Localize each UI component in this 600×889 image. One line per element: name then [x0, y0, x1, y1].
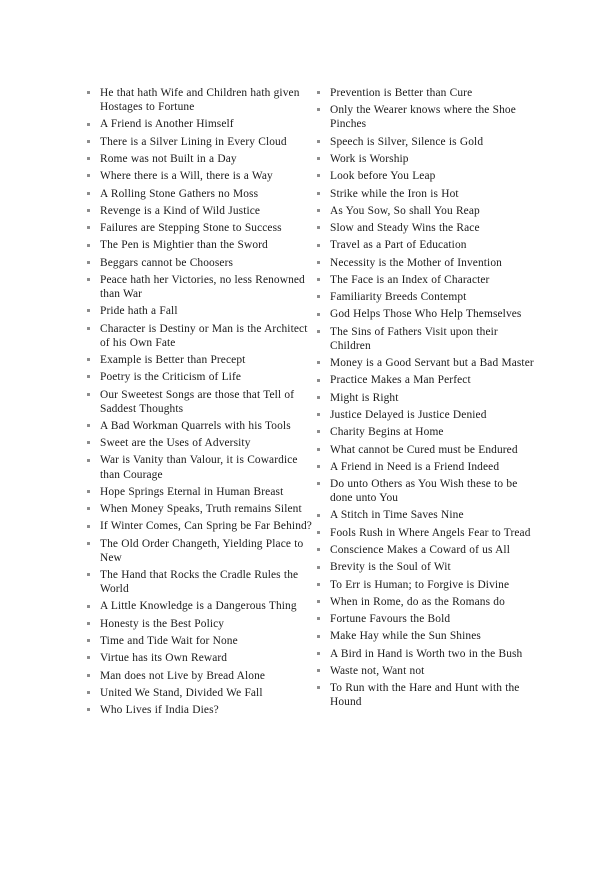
proverb-text: Slow and Steady Wins the Race	[330, 222, 480, 235]
proverb-text: To Run with the Hare and Hunt with the Hound	[330, 682, 520, 709]
proverb-text: God Helps Those Who Help Themselves	[330, 308, 522, 321]
list-item	[314, 290, 540, 304]
square-bullet-icon	[317, 174, 320, 177]
square-bullet-icon	[87, 424, 90, 427]
list-item	[314, 356, 540, 370]
list-item	[84, 86, 312, 114]
list-item	[84, 568, 312, 596]
proverb-text: Familiarity Breeds Contempt	[330, 291, 467, 304]
proverb-text: When Money Speaks, Truth remains Silent	[100, 503, 302, 516]
proverb-text: Who Lives if India Dies?	[100, 704, 219, 717]
proverb-text: United We Stand, Divided We Fall	[100, 686, 263, 699]
square-bullet-icon	[87, 639, 90, 642]
square-bullet-icon	[87, 244, 90, 247]
square-bullet-icon	[87, 123, 90, 126]
proverb-text: A Friend is Another Himself	[100, 118, 234, 131]
square-bullet-icon	[87, 91, 90, 94]
square-bullet-icon	[87, 209, 90, 212]
square-bullet-icon	[87, 441, 90, 444]
square-bullet-icon	[87, 174, 90, 177]
list-item	[314, 86, 540, 100]
square-bullet-icon	[317, 361, 320, 364]
proverb-text: Revenge is a Kind of Wild Justice	[100, 204, 261, 217]
list-item	[84, 135, 312, 149]
square-bullet-icon	[87, 542, 90, 545]
list-item	[314, 664, 540, 678]
proverb-text: Strike while the Iron is Hot	[330, 187, 459, 200]
list-item	[314, 543, 540, 557]
proverb-text: There is a Silver Lining in Every Cloud	[100, 135, 287, 148]
square-bullet-icon	[317, 396, 320, 399]
proverb-text: To Err is Human; to Forgive is Divine	[330, 578, 510, 591]
square-bullet-icon	[317, 669, 320, 672]
list-item	[84, 322, 312, 350]
proverb-text: The Hand that Rocks the Cradle Rules the World	[100, 569, 299, 596]
proverb-text: Travel as a Part of Education	[330, 239, 467, 252]
square-bullet-icon	[317, 295, 320, 298]
list-item	[314, 256, 540, 270]
square-bullet-icon	[317, 652, 320, 655]
list-item	[314, 526, 540, 540]
square-bullet-icon	[317, 91, 320, 94]
square-bullet-icon	[87, 278, 90, 281]
square-bullet-icon	[87, 573, 90, 576]
square-bullet-icon	[87, 691, 90, 694]
square-bullet-icon	[317, 330, 320, 333]
list-item	[314, 187, 540, 201]
square-bullet-icon	[87, 140, 90, 143]
proverb-text: War is Vanity than Valour, it is Cowardice than Courage	[100, 454, 298, 481]
proverb-text: Justice Delayed is Justice Denied	[330, 408, 487, 421]
proverb-text: Our Sweetest Songs are those that Tell of Saddest Thoughts	[100, 388, 295, 415]
list-item	[84, 152, 312, 166]
list-item	[314, 238, 540, 252]
square-bullet-icon	[317, 514, 320, 517]
proverb-text: Honesty is the Best Policy	[100, 617, 225, 630]
list-item	[84, 256, 312, 270]
proverb-text: Beggars cannot be Choosers	[100, 256, 234, 269]
proverb-text: The Face is an Index of Character	[330, 273, 490, 286]
list-item	[84, 187, 312, 201]
proverb-text: Money is a Good Servant but a Bad Master	[330, 357, 534, 370]
proverb-text: Peace hath her Victories, no less Renowned than War	[100, 273, 305, 300]
square-bullet-icon	[317, 617, 320, 620]
proverb-text: The Sins of Fathers Visit upon their Children	[330, 325, 498, 352]
square-bullet-icon	[87, 261, 90, 264]
proverb-text: Practice Makes a Man Perfect	[330, 374, 471, 387]
list-item	[84, 388, 312, 416]
list-item	[84, 651, 312, 665]
list-item	[314, 204, 540, 218]
proverb-text: If Winter Comes, Can Spring be Far Behind?	[100, 520, 312, 533]
square-bullet-icon	[87, 490, 90, 493]
square-bullet-icon	[87, 525, 90, 528]
proverb-text: Brevity is the Soul of Wit	[330, 561, 451, 574]
square-bullet-icon	[317, 192, 320, 195]
proverb-text: A Rolling Stone Gathers no Moss	[100, 187, 259, 200]
list-item	[84, 370, 312, 384]
proverb-text: Time and Tide Wait for None	[100, 634, 238, 647]
square-bullet-icon	[317, 566, 320, 569]
square-bullet-icon	[87, 157, 90, 160]
proverb-text: Fortune Favours the Bold	[330, 613, 451, 626]
list-item	[314, 221, 540, 235]
proverb-text: A Stitch in Time Saves Nine	[330, 509, 464, 522]
square-bullet-icon	[87, 393, 90, 396]
square-bullet-icon	[317, 108, 320, 111]
square-bullet-icon	[317, 278, 320, 281]
list-item	[314, 425, 540, 439]
square-bullet-icon	[317, 413, 320, 416]
square-bullet-icon	[87, 459, 90, 462]
list-item	[84, 519, 312, 533]
list-item	[84, 238, 312, 252]
square-bullet-icon	[317, 635, 320, 638]
list-item	[314, 477, 540, 505]
proverb-text: Sweet are the Uses of Adversity	[100, 437, 251, 450]
list-item	[84, 117, 312, 131]
list-item	[84, 419, 312, 433]
square-bullet-icon	[87, 708, 90, 711]
square-bullet-icon	[87, 192, 90, 195]
proverb-text: Do unto Others as You Wish these to be done unto You	[330, 478, 518, 505]
list-item	[84, 453, 312, 481]
left-column	[84, 86, 312, 720]
list-item	[314, 273, 540, 287]
proverb-text: Failures are Stepping Stone to Success	[100, 222, 282, 235]
proverb-text: Might is Right	[330, 391, 399, 404]
square-bullet-icon	[317, 157, 320, 160]
square-bullet-icon	[317, 244, 320, 247]
list-item	[84, 599, 312, 613]
proverb-text: A Little Knowledge is a Dangerous Thing	[100, 600, 297, 613]
proverb-text: Work is Worship	[330, 152, 409, 165]
list-item	[314, 307, 540, 321]
proverb-text: Hope Springs Eternal in Human Breast	[100, 485, 284, 498]
proverb-text: Man does not Live by Bread Alone	[100, 669, 266, 682]
square-bullet-icon	[317, 583, 320, 586]
square-bullet-icon	[87, 674, 90, 677]
proverb-text: Pride hath a Fall	[100, 305, 178, 318]
square-bullet-icon	[87, 327, 90, 330]
square-bullet-icon	[317, 226, 320, 229]
list-item	[314, 135, 540, 149]
list-item	[84, 485, 312, 499]
proverb-text: He that hath Wife and Children hath given Hostages to Fortune	[100, 87, 300, 114]
proverb-text: A Bird in Hand is Worth two in the Bush	[330, 647, 523, 660]
proverb-text: Where there is a Will, there is a Way	[100, 170, 273, 183]
right-column	[312, 86, 540, 713]
proverb-text: Only the Wearer knows where the Shoe Pinches	[330, 104, 516, 131]
square-bullet-icon	[317, 261, 320, 264]
square-bullet-icon	[317, 482, 320, 485]
list-item	[314, 391, 540, 405]
proverb-text: Rome was not Built in a Day	[100, 152, 237, 165]
list-item	[84, 273, 312, 301]
list-item	[84, 703, 312, 717]
list-item	[314, 460, 540, 474]
proverb-text: Poetry is the Criticism of Life	[100, 371, 242, 384]
list-item	[84, 686, 312, 700]
square-bullet-icon	[317, 600, 320, 603]
proverb-text: The Pen is Mightier than the Sword	[100, 239, 268, 252]
list-item	[314, 408, 540, 422]
square-bullet-icon	[317, 448, 320, 451]
list-item	[84, 221, 312, 235]
list-item	[314, 443, 540, 457]
square-bullet-icon	[87, 507, 90, 510]
square-bullet-icon	[87, 226, 90, 229]
proverb-text: What cannot be Cured must be Endured	[330, 443, 518, 456]
list-item	[84, 537, 312, 565]
list-item	[84, 304, 312, 318]
proverb-text: Look before You Leap	[330, 170, 436, 183]
list-item	[314, 681, 540, 709]
square-bullet-icon	[87, 622, 90, 625]
square-bullet-icon	[317, 209, 320, 212]
two-column-layout	[84, 86, 540, 720]
list-item	[314, 103, 540, 131]
square-bullet-icon	[87, 358, 90, 361]
proverb-text: Make Hay while the Sun Shines	[330, 630, 481, 643]
proverb-text: Character is Destiny or Man is the Architect of his Own Fate	[100, 322, 308, 349]
square-bullet-icon	[317, 430, 320, 433]
proverb-text: Virtue has its Own Reward	[100, 652, 228, 665]
proverb-text: The Old Order Changeth, Yielding Place to New	[100, 537, 304, 564]
square-bullet-icon	[317, 379, 320, 382]
square-bullet-icon	[317, 548, 320, 551]
proverb-text: Charity Begins at Home	[330, 426, 444, 439]
list-item	[84, 502, 312, 516]
list-item	[314, 612, 540, 626]
list-item	[314, 169, 540, 183]
list-item	[84, 353, 312, 367]
square-bullet-icon	[87, 375, 90, 378]
proverb-text: Fools Rush in Where Angels Fear to Tread	[330, 526, 531, 539]
proverb-text: A Friend in Need is a Friend Indeed	[330, 460, 500, 473]
list-item	[84, 169, 312, 183]
proverb-text: A Bad Workman Quarrels with his Tools	[100, 419, 291, 432]
square-bullet-icon	[87, 656, 90, 659]
list-item	[314, 595, 540, 609]
list-item	[84, 634, 312, 648]
proverb-text: Prevention is Better than Cure	[330, 87, 473, 99]
proverb-text: When in Rome, do as the Romans do	[330, 595, 505, 608]
list-item	[314, 578, 540, 592]
list-item	[314, 508, 540, 522]
proverb-list-left	[84, 86, 312, 717]
list-item	[84, 669, 312, 683]
list-item	[84, 617, 312, 631]
list-item	[314, 560, 540, 574]
list-item	[314, 647, 540, 661]
list-item	[84, 204, 312, 218]
square-bullet-icon	[317, 140, 320, 143]
proverb-text: Conscience Makes a Coward of us All	[330, 544, 510, 557]
proverb-text: As You Sow, So shall You Reap	[330, 204, 480, 217]
proverb-text: Example is Better than Precept	[100, 353, 246, 366]
square-bullet-icon	[317, 686, 320, 689]
list-item	[314, 373, 540, 387]
square-bullet-icon	[317, 531, 320, 534]
proverb-text: Waste not, Want not	[330, 665, 425, 677]
proverb-text: Necessity is the Mother of Invention	[330, 256, 502, 269]
square-bullet-icon	[317, 313, 320, 316]
list-item	[84, 436, 312, 450]
proverb-text: Speech is Silver, Silence is Gold	[330, 135, 484, 148]
proverb-list-right	[314, 86, 540, 709]
square-bullet-icon	[87, 309, 90, 312]
list-item	[314, 152, 540, 166]
list-item	[314, 629, 540, 643]
list-item	[314, 325, 540, 353]
square-bullet-icon	[87, 605, 90, 608]
square-bullet-icon	[317, 465, 320, 468]
